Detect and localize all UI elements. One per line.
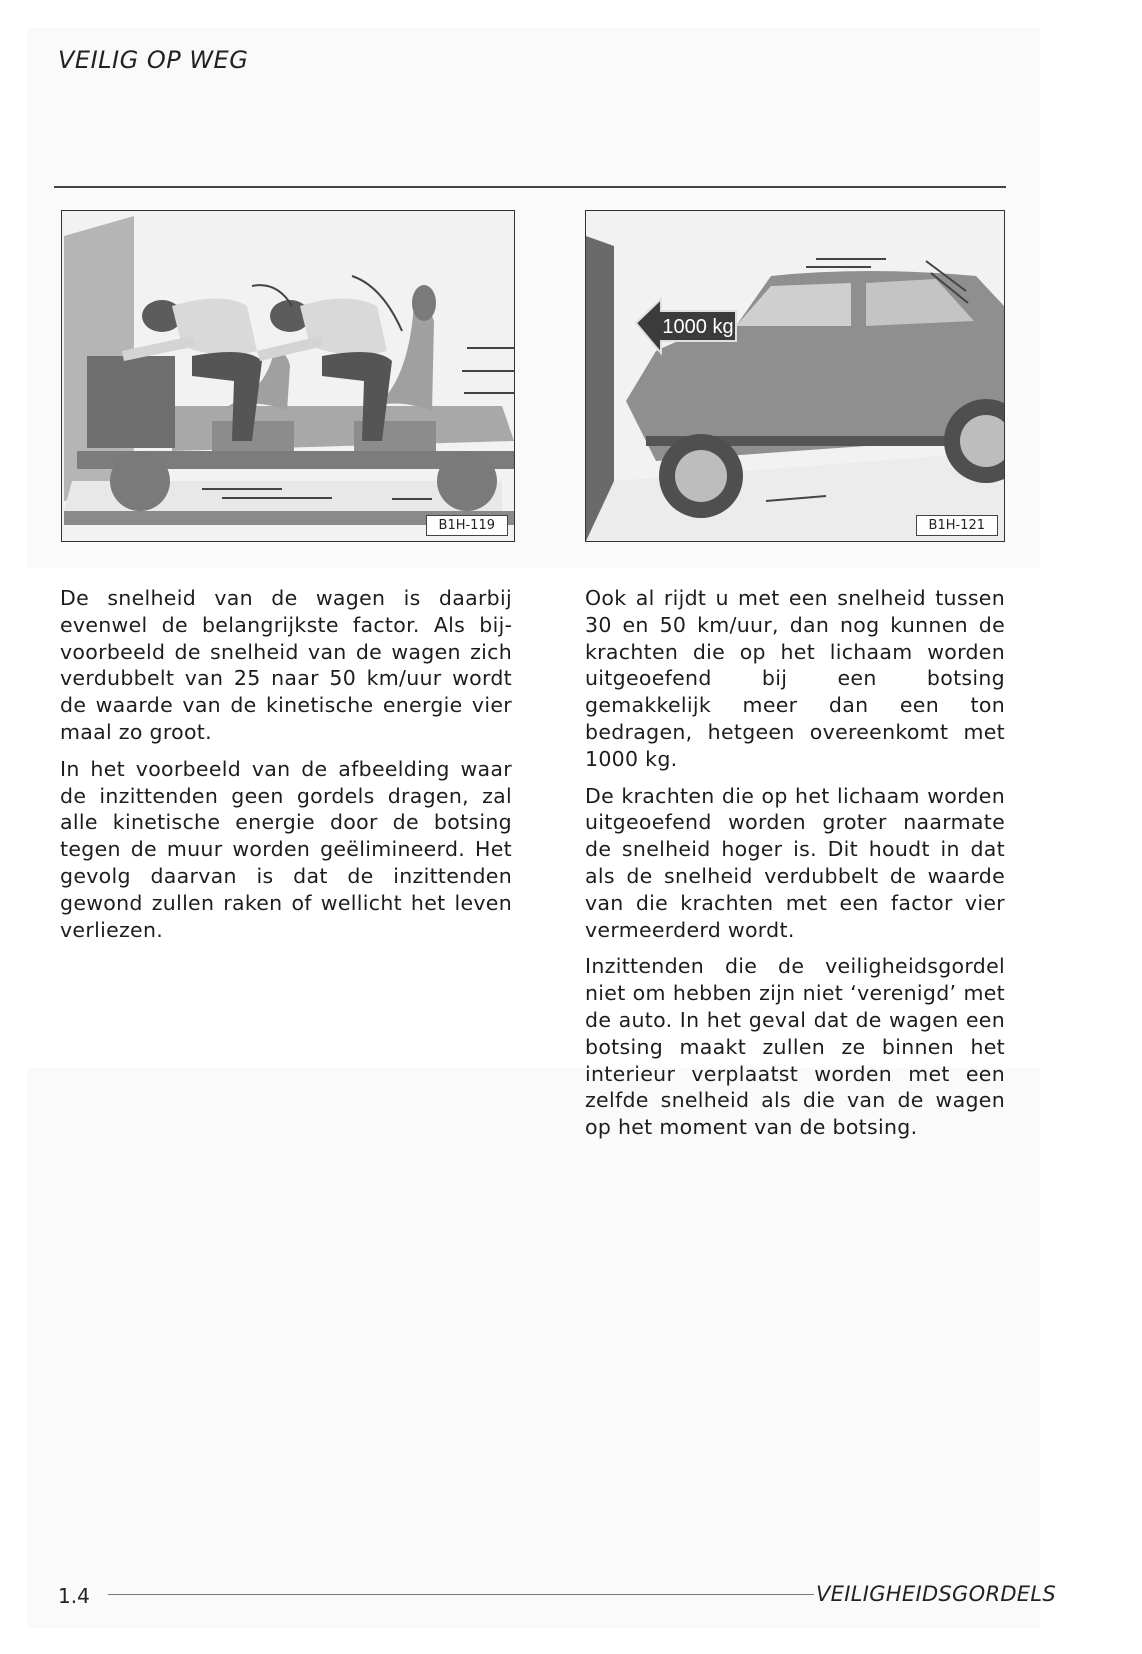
figure-unbelted-occupants — [61, 210, 515, 542]
footer-section-title: VEILIGHEIDSGORDELS — [816, 1582, 1057, 1606]
figure-id-label: B1H-119 — [426, 515, 508, 536]
paragraph: Ook al rijdt u met een snelheid tussen 30 en 50 km/uur, dan nog kunnen de krachten die op het lichaam worden uitgeoefend bij een botsing gemakkelijk meer dan een ton bedragen, hetgeen overeenkomt met 1000 kg. — [585, 586, 1005, 771]
header-divider — [54, 186, 1006, 188]
sled-crash-illustration — [62, 211, 514, 541]
paragraph: In het voorbeeld van de afbeelding waar de inzittenden geen gordels dragen, zal alle kinetische energie door de botsing tegen de muur worden geëlimineerd. Het gevolg daarvan is dat de inzittenden gewond zullen raken of wellicht het leven verliezen. — [60, 756, 512, 942]
footer-divider — [108, 1594, 814, 1595]
page-number: 1.4 — [58, 1584, 90, 1608]
paragraph: De krachten die op het lichaam worden uitgeoefend worden groter naarmate de snelheid hoger is. Dit houdt in dat als de snelheid verdubbelt de waarde van die krachten met een factor vier vermeerderd wordt. — [585, 783, 1005, 942]
paragraph: De snelheid van de wagen is daarbij evenwel de belangrijkste factor. Als bijvoorbeeld de snelheid van de wagen zich verdubbelt van 25 naar 50 km/uur wordt de waarde van de kinetische energie vier maal zo groot. — [60, 586, 512, 744]
text-column-right — [585, 585, 1005, 1151]
car-crash-illustration — [586, 211, 1004, 541]
figure-id-label: B1H-121 — [916, 515, 998, 536]
paragraph: Inzittenden die de veiligheidsgordel niet om hebben zijn niet ‘verenigd’ met de auto. In het geval dat de wagen een botsing maakt zullen ze binnen het interieur verplaatst worden met een zelfde snelheid als die van de wagen op het moment van de botsing. — [585, 954, 1005, 1140]
page-background-bottom — [27, 1068, 1040, 1628]
text-column-left — [60, 585, 512, 953]
figure-car-crash — [585, 210, 1005, 542]
page-header-title: VEILIG OP WEG — [58, 46, 249, 74]
svg-text:1000 kg: 1000 kg — [662, 316, 734, 338]
